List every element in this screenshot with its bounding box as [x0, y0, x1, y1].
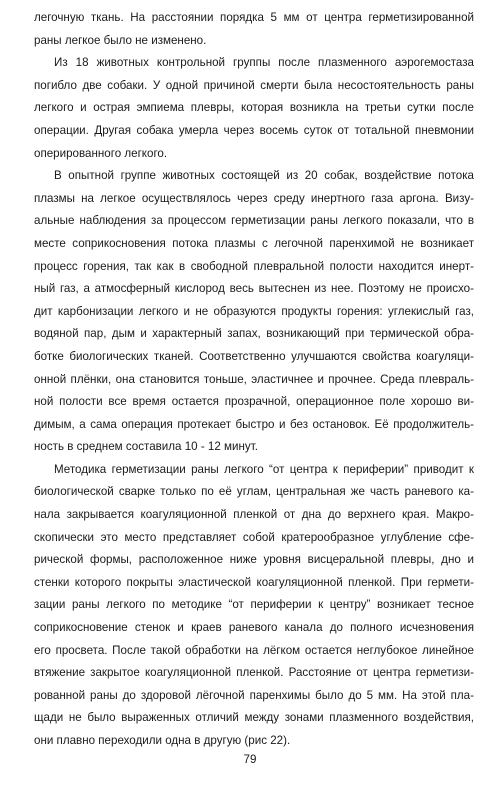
text-line: альные наблюдения за процессом герметизации раны легкого показали, что в	[34, 214, 474, 228]
page-number: 79	[243, 753, 257, 766]
text-line: процесс горения, так как в свободной плевральной полости находится инерт-	[34, 259, 474, 273]
text-line: ной полости все время остается прозрачной, операционное поле хорошо ви-	[34, 395, 474, 409]
text-line: они плавно переходили одна в другую (рис 22).	[34, 734, 291, 747]
text-line: Из 18 животных контрольной группы после плазменного аэрогемостаза	[54, 56, 474, 70]
text-line: соприкосновение стенок и краев раневого канала до полного исчезновения	[34, 621, 474, 635]
text-line: легочную ткань. На расстоянии порядка 5 мм от центра герметизированной	[34, 11, 474, 24]
text-line: биологической сварке только по её углам, центральная же часть раневого ка-	[34, 485, 474, 499]
text-line: втяжение закрытое коагуляционной пленкой. Расстояние от центра герметизи-	[34, 666, 474, 680]
text-line: щади не было выраженных отличий между зонами плазменного воздействия,	[34, 711, 474, 725]
text-line: Методика герметизации раны легкого “от центра к периферии” приводит к	[54, 462, 474, 476]
text-line: В опытной группе животных состоящей из 20 собак, воздействие потока	[54, 169, 474, 183]
text-line: погибло две собаки. У одной причиной смерти была несостоятельность раны	[34, 78, 474, 92]
text-line: водяной пар, дым и характерный запах, возникающий при термической обра-	[34, 327, 474, 341]
text-line: онной плёнки, она становится тоньше, эластичнее и прочнее. Среда плевраль-	[34, 372, 474, 386]
text-line: зации раны легкого по методике “от периферии к центру” возникает тесное	[34, 598, 474, 612]
text-line: стенки которого покрыты эластической коагуляционной пленкой. При гермети-	[34, 575, 474, 589]
text-line: его просвета. После такой обработки на лёгком остается неглубокое линейное	[34, 643, 474, 657]
text-line: рованной раны до здоровой лёгочной паренхимы было до 5 мм. На этой пла-	[34, 688, 474, 702]
text-line: легкого и острая эмпиема плевры, которая возникла на третьи сутки после	[34, 101, 474, 115]
text-line: плазмы на легкое осуществлялось через среду инертного газа аргона. Визу-	[34, 191, 474, 205]
text-line: димым, а сама операция протекает быстро и без остановок. Её продолжитель-	[34, 417, 474, 431]
text-line: скопически это место представляет собой кратерообразное углубление сфе-	[34, 530, 474, 544]
text-line: ность в среднем составила 10 - 12 минут.	[34, 440, 258, 454]
text-line: ботке биологических тканей. Соответственно улучшаются свойства коагуляци-	[34, 349, 474, 363]
text-line: нала закрывается коагуляционной пленкой от дна до верхнего края. Макро-	[34, 508, 474, 522]
text-line: дит карбонизации легкого и не образуются продукты горения: углекислый газ,	[34, 304, 474, 318]
body-text	[34, 7, 474, 753]
text-line: раны легкое было не изменено.	[34, 33, 207, 47]
text-line: месте соприкосновения потока плазмы с легочной паренхимой не возникает	[34, 236, 474, 250]
text-line: ный газ, а атмосферный кислород весь вытеснен из нее. Поэтому не происхо-	[34, 282, 474, 296]
text-line: оперированного легкого.	[34, 146, 168, 160]
text-line: рической формы, расположенное ниже уровня висцеральной плевры, дно и	[34, 553, 474, 567]
text-line: операции. Другая собака умерла через восемь суток от тотальной пневмонии	[34, 123, 474, 137]
